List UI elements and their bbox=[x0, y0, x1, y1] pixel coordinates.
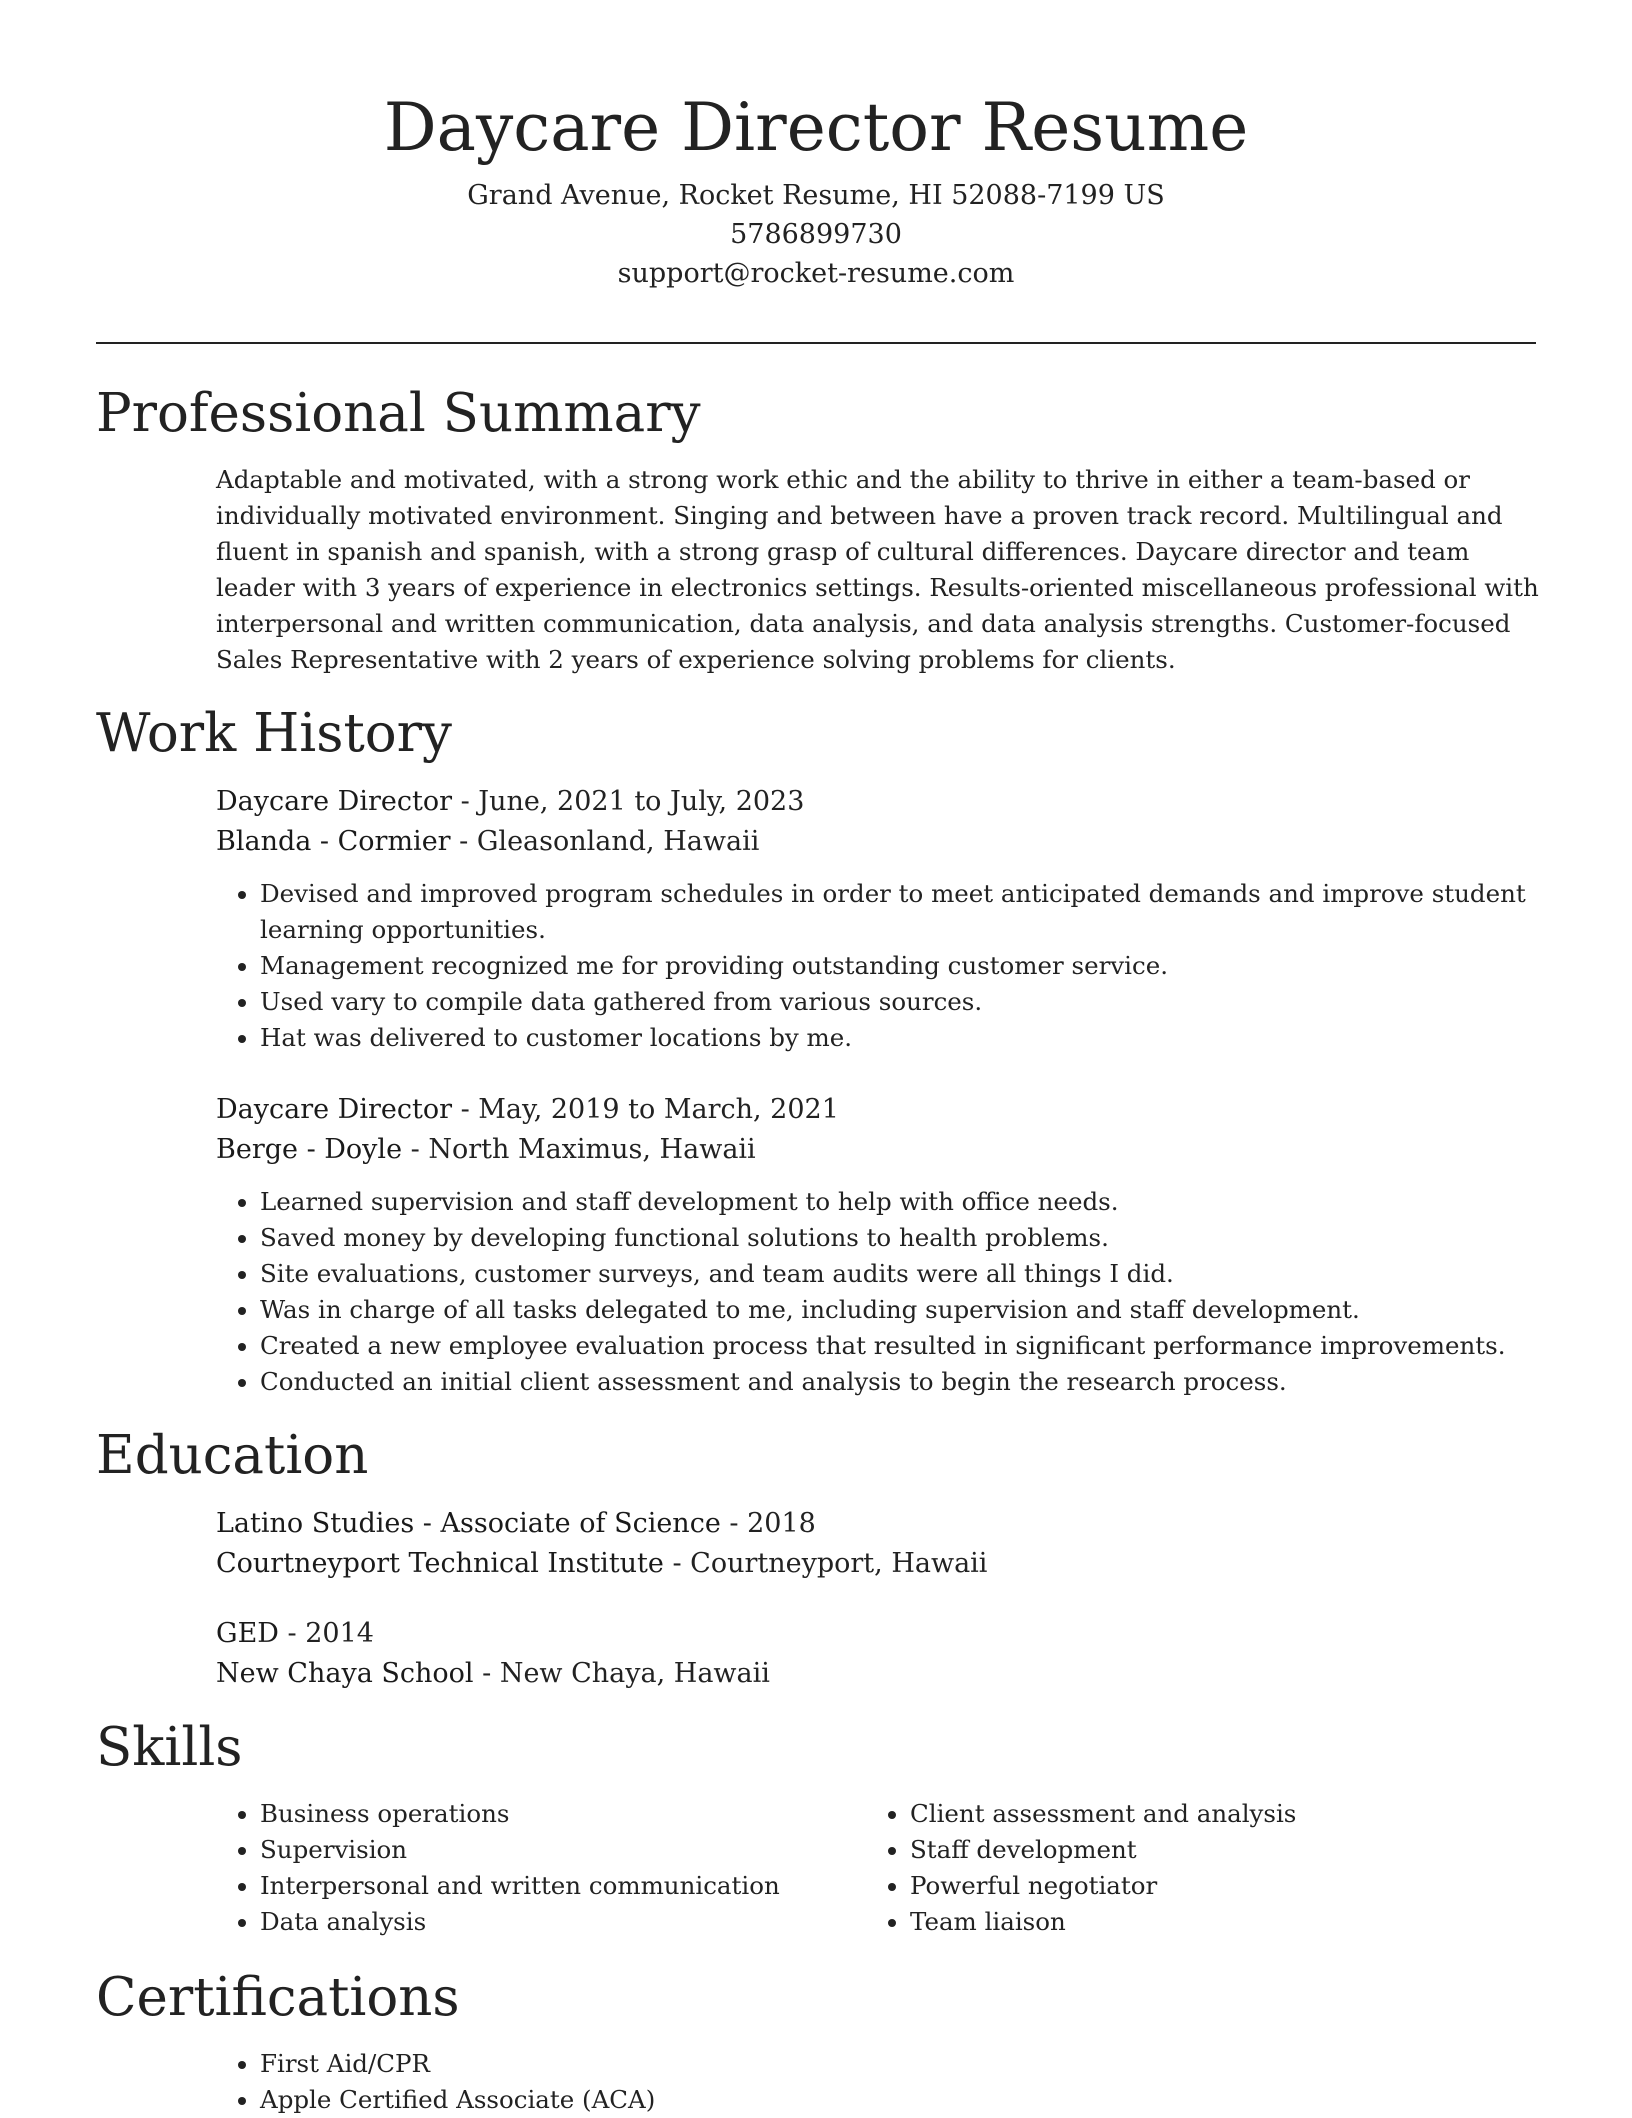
resume-title: Daycare Director Resume bbox=[383, 89, 1249, 166]
list-item: • First Aid/CPR bbox=[260, 2046, 1541, 2082]
contact-email: support@rocket-resume.com bbox=[617, 258, 1015, 289]
job-dates: - June, 2021 to July, 2023 bbox=[452, 786, 805, 817]
list-item: • Business operations bbox=[260, 1796, 856, 1832]
job-company: Blanda - Cormier bbox=[216, 826, 451, 857]
education-degree-line bbox=[216, 1504, 1541, 1544]
job-company-line bbox=[216, 822, 1541, 862]
job-title-line bbox=[216, 1090, 1541, 1130]
work-history-heading: Work History bbox=[96, 703, 452, 764]
summary-text: Adaptable and motivated, with a strong work ethic and the ability to thrive in either a team-based or individually motivated environment. Singing and between have a proven track record. Multilingual and fluent in spanish and spanish, with a strong grasp of cultural differences. Daycare director and team leader with 3 years of experience in electronics settings. Results-oriented miscellaneous professional with interpersonal and written communication, data analysis, and data analysis strengths. Customer-focused Sales Representative with 2 years of experience solving problems for clients. bbox=[216, 465, 1539, 674]
contact-address: Grand Avenue, Rocket Resume, HI 52088-7199 US bbox=[467, 180, 1165, 211]
education-degree-line bbox=[216, 1614, 1541, 1654]
education-entry bbox=[216, 1504, 1541, 1584]
skills-column-left bbox=[216, 1796, 856, 1940]
education-degree: GED bbox=[216, 1618, 279, 1649]
list-item: • Devised and improved program schedules in order to meet anticipated demands and improve student learning opportunities. bbox=[260, 876, 1541, 948]
education-year: - 2018 bbox=[720, 1508, 816, 1539]
list-item: • Used vary to compile data gathered from various sources. bbox=[260, 984, 1541, 1020]
job-duties-list bbox=[216, 1184, 1541, 1400]
job-location: - Gleasonland, Hawaii bbox=[450, 826, 760, 857]
certifications-heading: Certifications bbox=[96, 1967, 460, 2028]
education-location: - New Chaya, Hawaii bbox=[473, 1658, 770, 1689]
list-item: • Site evaluations, customer surveys, and team audits were all things I did. bbox=[260, 1256, 1541, 1292]
list-item: • Saved money by developing functional solutions to health problems. bbox=[260, 1220, 1541, 1256]
summary-heading: Professional Summary bbox=[96, 383, 701, 444]
certifications-block bbox=[216, 2046, 1541, 2118]
education-year: - 2014 bbox=[278, 1618, 374, 1649]
skills-list bbox=[216, 1796, 856, 1940]
list-item: • Supervision bbox=[260, 1832, 856, 1868]
list-item: • Data analysis bbox=[260, 1904, 856, 1940]
education-location: - Courtneyport, Hawaii bbox=[663, 1548, 988, 1579]
job-entry bbox=[216, 1090, 1541, 1400]
education-school: Courtneyport Technical Institute bbox=[216, 1548, 664, 1579]
job-company: Berge - Doyle bbox=[216, 1134, 403, 1165]
list-item: • Was in charge of all tasks delegated to me, including supervision and staff development. bbox=[260, 1292, 1541, 1328]
job-title-line bbox=[216, 782, 1541, 822]
list-item: • Powerful negotiator bbox=[910, 1868, 1506, 1904]
job-dates: - May, 2019 to March, 2021 bbox=[452, 1094, 839, 1125]
job-title: Daycare Director bbox=[216, 786, 452, 817]
education-school: New Chaya School bbox=[216, 1658, 474, 1689]
header-divider bbox=[96, 342, 1536, 344]
list-item: • Hat was delivered to customer locations by me. bbox=[260, 1020, 1541, 1056]
list-item: • Conducted an initial client assessment and analysis to begin the research process. bbox=[260, 1364, 1541, 1400]
list-item: • Management recognized me for providing outstanding customer service. bbox=[260, 948, 1541, 984]
education-school-line bbox=[216, 1654, 1541, 1694]
job-entry bbox=[216, 782, 1541, 1056]
list-item: • Team liaison bbox=[910, 1904, 1506, 1940]
list-item: • Learned supervision and staff development to help with office needs. bbox=[260, 1184, 1541, 1220]
education-degree: Latino Studies - Associate of Science bbox=[216, 1508, 721, 1539]
list-item: • Staff development bbox=[910, 1832, 1506, 1868]
job-title: Daycare Director bbox=[216, 1094, 452, 1125]
list-item: • Created a new employee evaluation process that resulted in significant performance improvements. bbox=[260, 1328, 1541, 1364]
job-duties-list bbox=[216, 876, 1541, 1056]
list-item: • Interpersonal and written communication bbox=[260, 1868, 856, 1904]
job-company-line bbox=[216, 1130, 1541, 1170]
education-entry bbox=[216, 1614, 1541, 1694]
contact-phone: 5786899730 bbox=[730, 219, 902, 250]
certifications-list bbox=[216, 2046, 1541, 2118]
skills-list bbox=[866, 1796, 1506, 1940]
education-school-line bbox=[216, 1544, 1541, 1584]
skills-column-right bbox=[866, 1796, 1506, 1940]
education-heading: Education bbox=[96, 1425, 369, 1486]
job-location: - North Maximus, Hawaii bbox=[402, 1134, 756, 1165]
skills-heading: Skills bbox=[96, 1717, 243, 1778]
resume-header bbox=[96, 80, 1536, 293]
list-item: • Client assessment and analysis bbox=[910, 1796, 1506, 1832]
list-item: • Apple Certified Associate (ACA) bbox=[260, 2082, 1541, 2118]
